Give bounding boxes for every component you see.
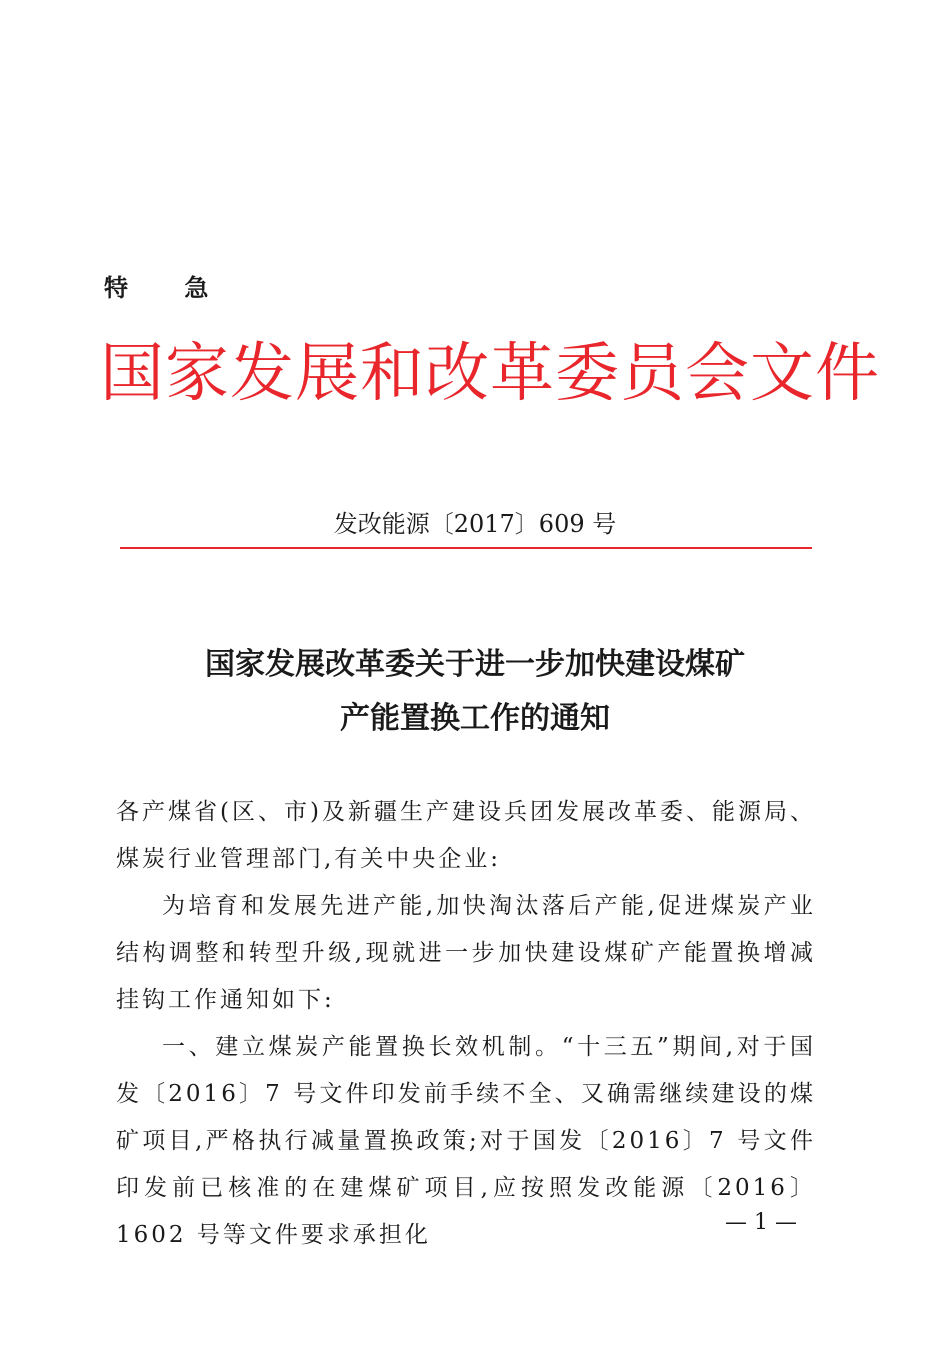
notice-title <box>120 638 830 746</box>
body-paragraph-1: 为培育和发展先进产能,加快淘汰落后产能,促进煤炭产业结构调整和转型升级,现就进一步加快建设煤矿产能置换增减挂钩工作通知如下: <box>116 893 816 1013</box>
notice-body <box>116 789 816 1259</box>
page-number: — 1 — <box>725 1210 797 1235</box>
salutation-paragraph: 各产煤省(区、市)及新疆生产建设兵团发展改革委、能源局、煤炭行业管理部门,有关中央企业: <box>116 799 816 872</box>
red-divider-line <box>120 547 812 549</box>
urgency-label: 特 急 <box>104 274 233 302</box>
document-number: 发改能源〔2017〕609 号 <box>333 510 617 538</box>
notice-title-line-2: 产能置换工作的通知 <box>340 701 610 736</box>
masthead-title: 国家发展和改革委员会文件 <box>100 337 880 411</box>
notice-title-line-1: 国家发展改革委关于进一步加快建设煤矿 <box>205 647 745 682</box>
body-paragraph-2: 一、建立煤炭产能置换长效机制。“十三五”期间,对于国发〔2016〕7 号文件印发前手续不全、又确需继续建设的煤矿项目,严格执行减量置换政策;对于国发〔2016〕7 号文件印发前已核准的在建煤矿项目,应按照发改能源〔2016〕1602 号等文件要求承担化 <box>116 1034 816 1248</box>
